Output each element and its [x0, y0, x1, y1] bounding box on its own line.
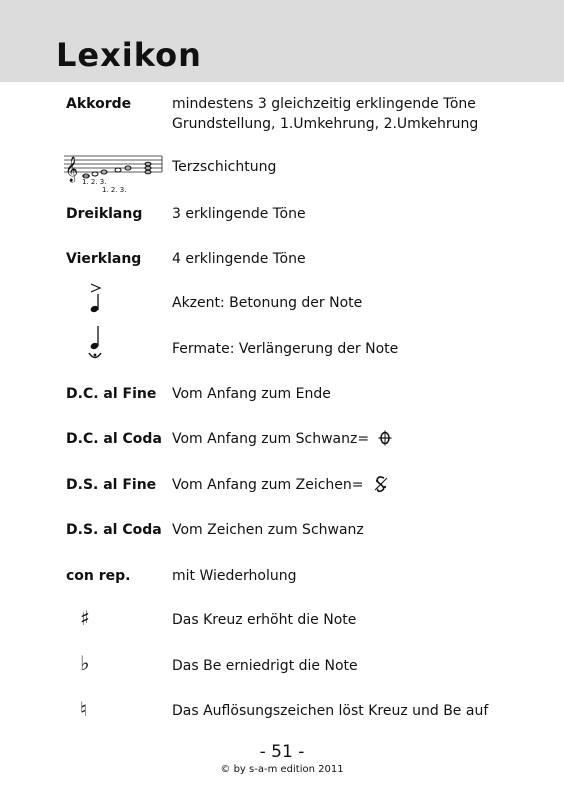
desc-kreuz: Das Kreuz erhöht die Note	[172, 612, 357, 628]
desc-aufloesung: Das Auflösungszeichen löst Kreuz und Be auf	[172, 703, 489, 719]
desc-terzschichtung: Terzschichtung	[172, 159, 277, 175]
term-akkorde: Akkorde	[66, 96, 132, 112]
page-number: - 51 -	[259, 742, 305, 762]
term-con-rep: con rep.	[66, 568, 131, 584]
term-ds-al-coda: D.S. al Coda	[66, 522, 162, 538]
term-dc-al-fine: D.C. al Fine	[66, 386, 157, 402]
segno-sign-icon	[374, 475, 388, 493]
coda-sign-icon	[378, 430, 392, 446]
desc-be: Das Be erniedrigt die Note	[172, 658, 358, 674]
desc-dc-al-coda	[172, 429, 392, 449]
desc-ds-al-fine-text: Vom Anfang zum Zeichen=	[172, 477, 364, 493]
terz-labels-2: 1. 2. 3.	[102, 186, 127, 194]
desc-ds-al-coda: Vom Zeichen zum Schwanz	[172, 522, 364, 538]
desc-fermate: Fermate: Verlängerung der Note	[172, 341, 399, 357]
desc-ds-al-fine	[172, 475, 388, 495]
sharp-icon: ♯	[80, 606, 90, 630]
desc-akkorde-line2: Grundstellung, 1.Umkehrung, 2.Umkehrung	[172, 116, 479, 132]
page-header	[0, 0, 564, 82]
desc-akzent: Akzent: Betonung der Note	[172, 295, 363, 311]
svg-text:𝄞: 𝄞	[65, 157, 79, 182]
flat-icon: ♭	[80, 651, 90, 675]
desc-con-rep: mit Wiederholung	[172, 568, 297, 584]
desc-dreiklang: 3 erklingende Töne	[172, 206, 306, 222]
desc-dc-al-fine: Vom Anfang zum Ende	[172, 386, 331, 402]
page-title: Lexikon	[56, 36, 202, 74]
desc-dc-al-coda-text: Vom Anfang zum Schwanz=	[172, 431, 370, 447]
copyright: © by s-a-m edition 2011	[220, 764, 344, 775]
terz-labels-1: 1. 2. 3.	[82, 178, 107, 186]
term-dc-al-coda: D.C. al Coda	[66, 431, 162, 447]
natural-icon: ♮	[80, 697, 88, 721]
desc-akkorde-line1: mindestens 3 gleichzeitig erklingende Töne	[172, 96, 476, 112]
term-ds-al-fine: D.S. al Fine	[66, 477, 157, 493]
desc-vierklang: 4 erklingende Töne	[172, 251, 306, 267]
fermata-note-icon	[86, 324, 106, 364]
term-vierklang: Vierklang	[66, 251, 142, 267]
accent-note-icon	[88, 280, 108, 314]
terzschichtung-staff-icon	[62, 148, 166, 194]
term-dreiklang: Dreiklang	[66, 206, 143, 222]
